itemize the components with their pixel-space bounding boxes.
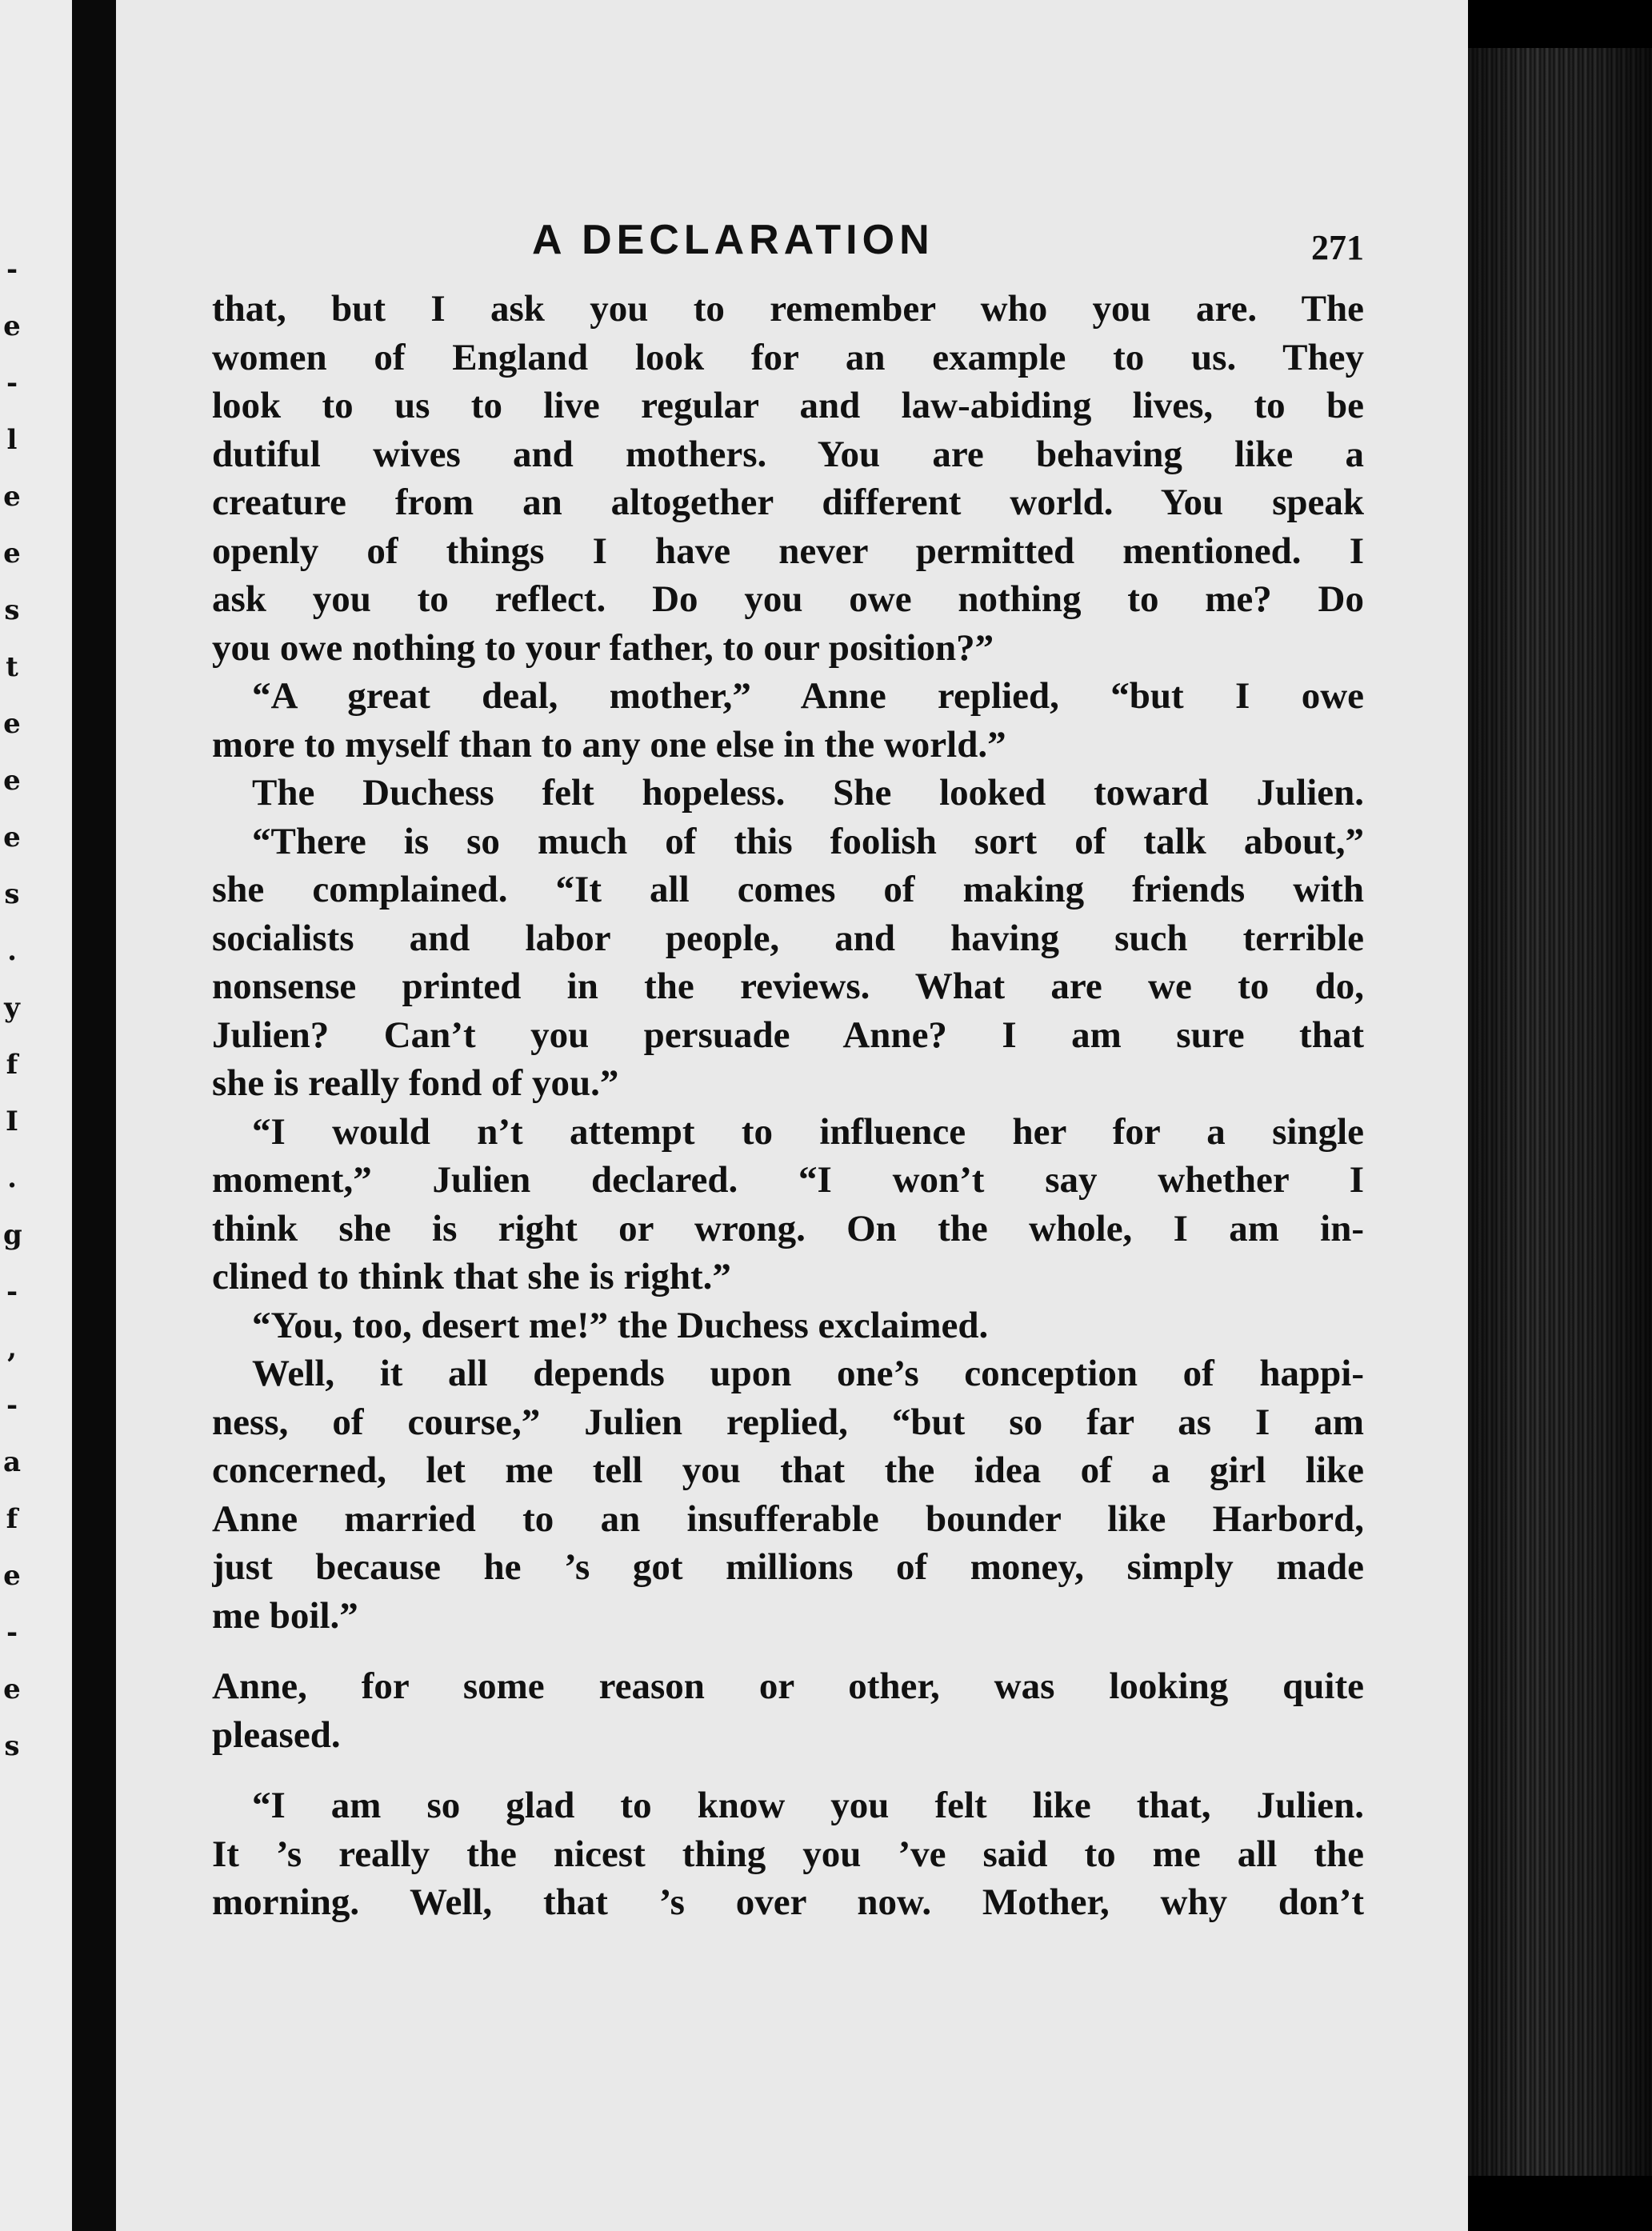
text-line: ask you to reflect. Do you owe nothing to me? Do: [212, 578, 1364, 620]
text-line: you owe nothing to your father, to our position?”: [212, 626, 994, 669]
facing-page-fragment: a: [3, 1446, 22, 1478]
facing-page-fragment: e: [3, 765, 21, 797]
text-line: morning. Well, that ’s over now. Mother, why don’t: [212, 1881, 1364, 1923]
text-line: ness, of course,” Julien replied, “but so far as I am: [212, 1401, 1364, 1443]
running-head: [212, 216, 1364, 280]
page-block-edge: [1468, 48, 1652, 2176]
facing-page-fragment: -: [6, 254, 18, 286]
text-line: “A great deal, mother,” Anne replied, “but I owe: [252, 675, 1364, 717]
text-line: It ’s really the nicest thing you ’ve said to me all the: [212, 1833, 1364, 1875]
text-line: Anne, for some reason or other, was looking quite: [212, 1665, 1364, 1707]
text-line: socialists and labor people, and having such terrible: [212, 917, 1364, 959]
facing-page-fragment: -: [6, 367, 18, 399]
facing-page-fragment: s: [4, 878, 20, 910]
book-gutter: [72, 0, 116, 2231]
text-line: “I would n’t attempt to influence her for a single: [252, 1110, 1364, 1153]
facing-page-fragment: e: [3, 538, 21, 570]
text-line: concerned, let me tell you that the idea of a girl like: [212, 1449, 1364, 1491]
text-line: creature from an altogether different world. You speak: [212, 482, 1364, 523]
text-line: Well, it all depends upon one’s conception of happi-: [252, 1353, 1364, 1394]
text-block: [212, 216, 1364, 1927]
facing-page-fragment: f: [6, 1049, 18, 1081]
text-line: nonsense printed in the reviews. What are we to do,: [212, 966, 1364, 1007]
text-line: “I am so glad to know you felt like that, Julien.: [252, 1785, 1364, 1826]
facing-page-fragment: s: [4, 1730, 20, 1762]
facing-page-fragment: -: [6, 1617, 18, 1649]
text-line: she complained. “It all comes of making friends with: [212, 869, 1364, 910]
text-line: openly of things I have never permitted mentioned. I: [212, 530, 1364, 572]
facing-page-fragment: e: [3, 310, 21, 342]
chapter-title: A DECLARATION: [532, 217, 934, 263]
facing-page-fragment: -: [6, 1389, 18, 1421]
text-line: Anne married to an insufferable bounder like Harbord,: [212, 1497, 1364, 1540]
facing-page-fragments: [0, 0, 22, 2231]
text-line: pleased.: [212, 1713, 341, 1756]
text-line: clined to think that she is right.”: [212, 1256, 731, 1297]
text-line: “You, too, desert me!” the Duchess exclaimed.: [252, 1304, 989, 1346]
facing-page-fragment: -: [6, 1276, 18, 1308]
text-line: just because he ’s got millions of money, simply made: [212, 1546, 1364, 1588]
facing-page-fragment: e: [3, 822, 21, 854]
facing-page-fragment: I: [6, 1106, 18, 1137]
facing-page-fragment: g: [3, 1219, 22, 1251]
text-line: she is really fond of you.”: [212, 1062, 619, 1104]
text-line: me boil.”: [212, 1594, 358, 1637]
facing-page-fragment: f: [6, 1503, 18, 1535]
facing-page-fragment: l: [6, 424, 18, 456]
paragraph-gap: [212, 1640, 1364, 1662]
facing-page-fragment: s: [4, 594, 20, 626]
facing-page-fragment: y: [4, 992, 20, 1024]
text-line: more to myself than to any one else in the world.”: [212, 723, 1006, 766]
facing-page-strip: [0, 0, 72, 2231]
text-line: The Duchess felt hopeless. She looked toward Julien.: [252, 772, 1364, 814]
book-page: [116, 0, 1468, 2231]
paragraph-gap: [212, 1759, 1364, 1781]
facing-page-fragment: .: [7, 1162, 17, 1194]
text-line: dutiful wives and mothers. You are behaving like a: [212, 433, 1364, 475]
text-line: Julien? Can’t you persuade Anne? I am sure that: [212, 1014, 1364, 1056]
text-line: moment,” Julien declared. “I won’t say whether I: [212, 1159, 1364, 1201]
facing-page-fragment: t: [6, 651, 18, 683]
facing-page-fragment: ,: [7, 1333, 17, 1365]
facing-page-fragment: e: [3, 708, 21, 740]
text-line: look to us to live regular and law-abiding lives, to be: [212, 385, 1364, 426]
text-line: that, but I ask you to remember who you are. The: [212, 288, 1364, 330]
page-number: 271: [1311, 228, 1364, 267]
text-line: think she is right or wrong. On the whole, I am in-: [212, 1207, 1364, 1249]
facing-page-fragment: .: [7, 935, 17, 967]
text-line: “There is so much of this foolish sort of talk about,”: [252, 820, 1364, 862]
facing-page-fragment: e: [3, 481, 21, 513]
facing-page-fragment: e: [3, 1560, 21, 1592]
text-line: women of England look for an example to us. They: [212, 336, 1364, 378]
facing-page-fragment: e: [3, 1673, 21, 1705]
